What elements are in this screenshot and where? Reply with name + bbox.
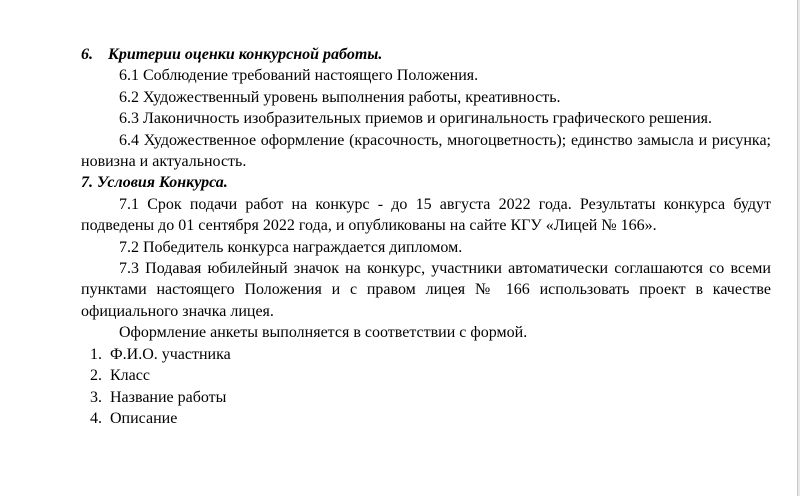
document-body — [81, 44, 771, 429]
list-item — [81, 344, 771, 365]
list-item-label: Описание — [110, 409, 178, 427]
list-item — [81, 365, 771, 386]
list-item-number: 2. — [90, 367, 102, 385]
paragraph-6-2: 6.2 Художественный уровень выполнения работы, креативность. — [119, 88, 561, 106]
paragraph-6-1: 6.1 Соблюдение требований настоящего Положения. — [119, 67, 479, 85]
form-note: Оформление анкеты выполняется в соответствии с формой. — [119, 324, 528, 342]
paragraph-7-1: 7.1 Срок подачи работ на конкурс - до 15 августа 2022 года. Результаты конкурса будут подведены до 01 сентября 2022 года, и опубликованы на сайте КГУ «Лицей № 166». — [81, 195, 771, 235]
paragraph-7-2: 7.2 Победитель конкурса награждается дипломом. — [119, 238, 463, 256]
paragraph-6-4: 6.4 Художественное оформление (красочность, многоцветность); единство замысла и рисунка; новизна и актуальность. — [81, 131, 771, 171]
list-item-label: Класс — [110, 367, 150, 385]
paragraph-6-3: 6.3 Лаконичность изобразительных приемов и оригинальность графического решения. — [119, 110, 713, 128]
list-item-number: 4. — [90, 409, 102, 427]
list-item-number: 3. — [90, 388, 102, 406]
list-item-label: Ф.И.О. участника — [110, 345, 231, 363]
list-item — [81, 408, 771, 429]
list-item-number: 1. — [90, 345, 102, 363]
section-6-title: Критерии оценки конкурсной работы. — [108, 46, 383, 63]
list-item — [81, 387, 771, 408]
section-7-heading: 7. Условия Конкурса. — [81, 174, 228, 192]
form-fields-list — [81, 344, 771, 430]
section-6-number: 6. — [81, 46, 93, 63]
paragraph-7-3: 7.3 Подавая юбилейный значок на конкурс, участники автоматически соглашаются со всеми пунктами настоящего Положения и с правом лицея № 166 использовать проект в качестве официального значка лицея. — [81, 260, 771, 320]
list-item-label: Название работы — [110, 388, 227, 406]
section-6-heading — [81, 44, 771, 65]
